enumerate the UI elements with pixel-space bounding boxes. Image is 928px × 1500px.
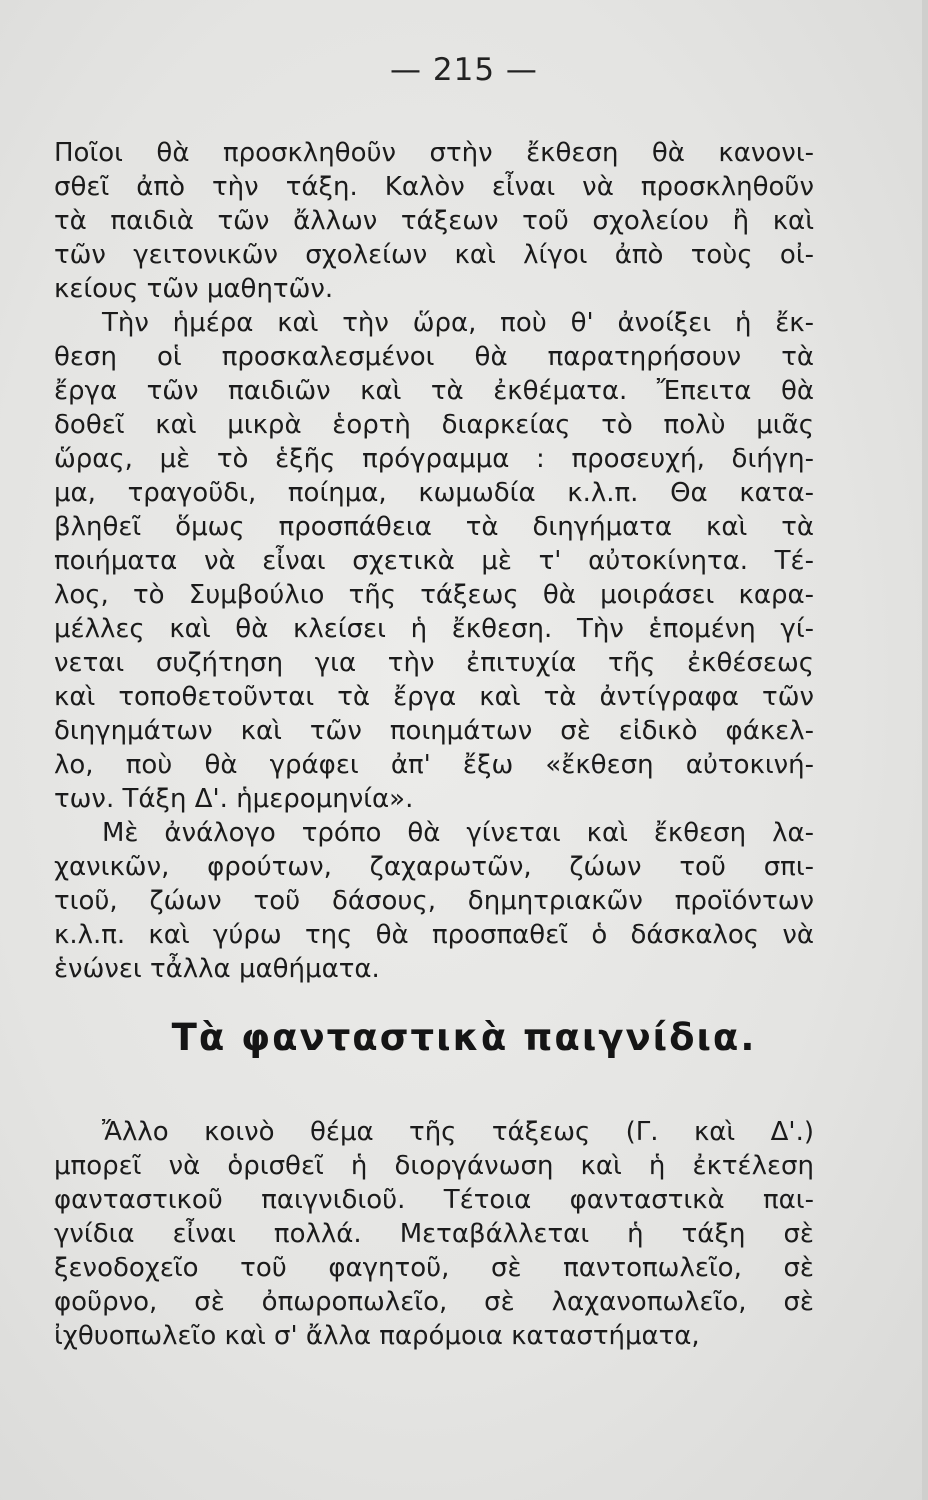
text-line: μέλλες καὶ θὰ κλείσει ἡ ἔκθεση. Τὴν ἑπομένη γί- bbox=[54, 614, 814, 644]
text-line: κείους τῶν μαθητῶν. bbox=[54, 274, 334, 304]
text-line: φανταστικοῦ παιγνιδιοῦ. Τέτοια φανταστικὰ παι- bbox=[54, 1185, 814, 1215]
text-line: των. Τάξη Δ'. ἡμερομηνία». bbox=[54, 784, 414, 814]
text-line: ἑνώνει τἆλλα μαθήματα. bbox=[54, 954, 380, 984]
text-line: χανικῶν, φρούτων, ζαχαρωτῶν, ζώων τοῦ σπι- bbox=[54, 852, 814, 882]
text-line: διηγημάτων καὶ τῶν ποιημάτων σὲ εἰδικὸ φάκελ- bbox=[54, 716, 814, 746]
text-line: κ.λ.π. καὶ γύρω της θὰ προσπαθεῖ ὁ δάσκαλος νὰ bbox=[54, 920, 814, 950]
text-line: ἔργα τῶν παιδιῶν καὶ τὰ ἐκθέματα. Ἔπειτα θὰ bbox=[54, 376, 814, 406]
text-line: Ἄλλο κοινὸ θέμα τῆς τάξεως (Γ. καὶ Δ'.) bbox=[102, 1117, 814, 1147]
text-line: μπορεῖ νὰ ὁρισθεῖ ἡ διοργάνωση καὶ ἡ ἐκτέλεση bbox=[54, 1151, 814, 1181]
text-line: θεση οἱ προσκαλεσμένοι θὰ παρατηρήσουν τὰ bbox=[54, 342, 814, 372]
text-line: νεται συζήτηση για τὴν ἐπιτυχία τῆς ἐκθέσεως bbox=[54, 648, 814, 678]
text-line: ποιήματα νὰ εἶναι σχετικὰ μὲ τ' αὐτοκίνητα. Τέ- bbox=[54, 546, 814, 576]
text-line: ξενοδοχεῖο τοῦ φαγητοῦ, σὲ παντοπωλεῖο, σὲ bbox=[54, 1253, 814, 1283]
text-line: τιοῦ, ζώων τοῦ δάσους, δημητριακῶν προϊόντων bbox=[54, 886, 814, 916]
text-line: τὰ παιδιὰ τῶν ἄλλων τάξεων τοῦ σχολείου ἢ καὶ bbox=[54, 206, 814, 236]
text-line: δοθεῖ καὶ μικρὰ ἑορτὴ διαρκείας τὸ πολὺ μιᾶς bbox=[54, 410, 814, 440]
text-line: μα, τραγοῦδι, ποίημα, κωμωδία κ.λ.π. Θα κατα- bbox=[54, 478, 814, 508]
text-line: σθεῖ ἀπὸ τὴν τάξη. Καλὸν εἶναι νὰ προσκληθοῦν bbox=[54, 172, 814, 202]
text-line: Ποῖοι θὰ προσκληθοῦν στὴν ἔκθεση θὰ κανονι- bbox=[54, 138, 814, 168]
text-line: φοῦρνο, σὲ ὀπωροπωλεῖο, σὲ λαχανοπωλεῖο, σὲ bbox=[54, 1287, 814, 1317]
text-line: καὶ τοποθετοῦνται τὰ ἔργα καὶ τὰ ἀντίγραφα τῶν bbox=[54, 682, 814, 712]
text-line: ὥρας, μὲ τὸ ἑξῆς πρόγραμμα : προσευχή, διήγη- bbox=[54, 444, 814, 474]
text-line: τῶν γειτονικῶν σχολείων καὶ λίγοι ἀπὸ τοὺς οἰ- bbox=[54, 240, 814, 270]
text-line: λο, ποὺ θὰ γράφει ἀπ' ἔξω «ἔκθεση αὐτοκινή- bbox=[54, 750, 814, 780]
text-line: γνίδια εἶναι πολλά. Μεταβάλλεται ἡ τάξη σὲ bbox=[54, 1219, 814, 1249]
text-line: ἰχθυοπωλεῖο καὶ σ' ἄλλα παρόμοια καταστήματα, bbox=[54, 1321, 700, 1351]
section-title: Τὰ φανταστικὰ παιγνίδια. bbox=[171, 1016, 757, 1059]
text-line: Μὲ ἀνάλογο τρόπο θὰ γίνεται καὶ ἔκθεση λα- bbox=[102, 818, 814, 848]
text-line: λος, τὸ Συμβούλιο τῆς τάξεως θὰ μοιράσει καρα- bbox=[54, 580, 814, 610]
text-line: Τὴν ἡμέρα καὶ τὴν ὥρα, ποὺ θ' ἀνοίξει ἡ ἔκ- bbox=[102, 308, 814, 338]
page-number: — 215 — bbox=[390, 52, 538, 88]
page-edge bbox=[922, 0, 928, 1500]
text-line: βληθεῖ ὅμως προσπάθεια τὰ διηγήματα καὶ τὰ bbox=[54, 512, 814, 542]
